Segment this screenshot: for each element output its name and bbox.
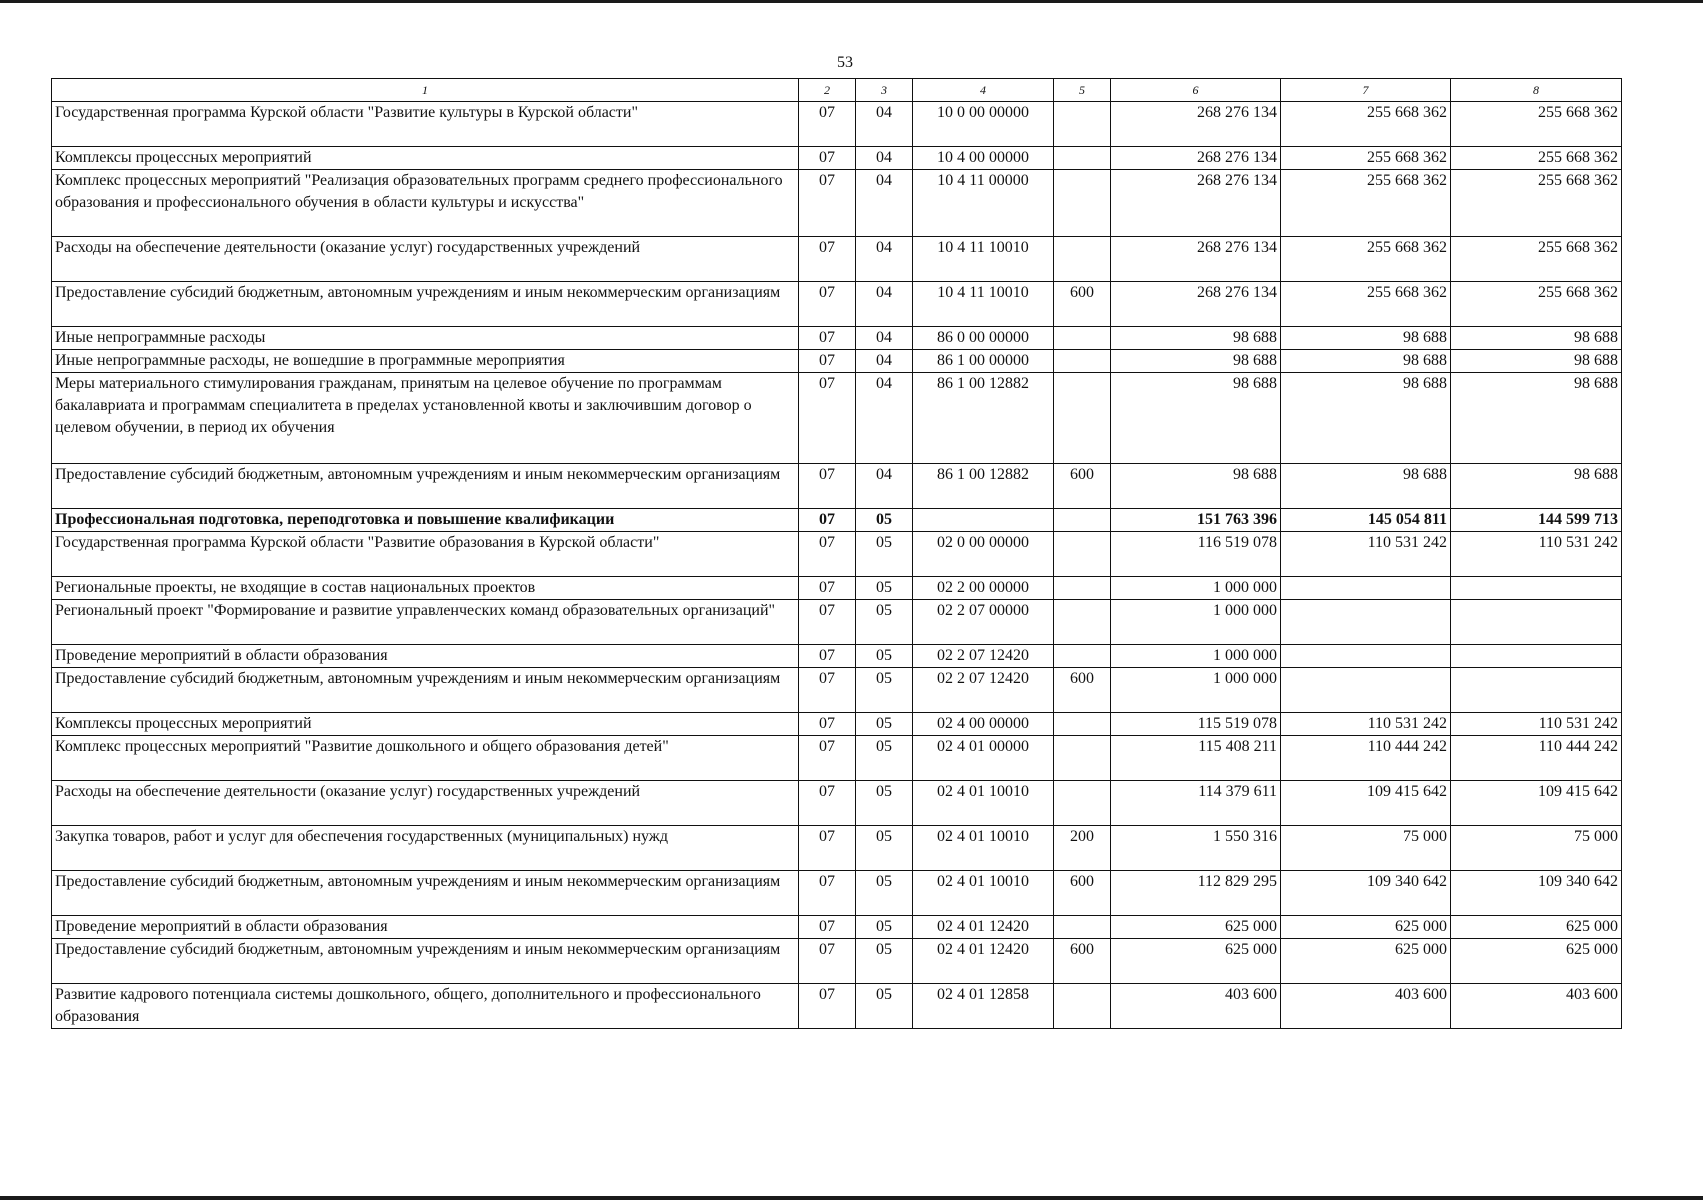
cell-amount-3 (1451, 600, 1622, 645)
cell-amount-2: 110 531 242 (1281, 713, 1451, 736)
cell-subsection: 05 (856, 532, 913, 577)
cell-section: 07 (799, 939, 856, 984)
cell-subsection: 05 (856, 984, 913, 1029)
cell-expense-type (1054, 350, 1111, 373)
cell-section: 07 (799, 871, 856, 916)
cell-amount-2: 98 688 (1281, 327, 1451, 350)
cell-section: 07 (799, 577, 856, 600)
cell-subsection: 04 (856, 170, 913, 237)
cell-expense-type: 200 (1054, 826, 1111, 871)
cell-expense-type (1054, 984, 1111, 1029)
column-header-target-code: 4 (913, 79, 1054, 102)
cell-amount-3: 255 668 362 (1451, 147, 1622, 170)
cell-subsection: 05 (856, 736, 913, 781)
cell-amount-1: 625 000 (1111, 939, 1281, 984)
cell-amount-2: 110 531 242 (1281, 532, 1451, 577)
cell-subsection: 05 (856, 645, 913, 668)
cell-amount-3: 625 000 (1451, 916, 1622, 939)
cell-expense-type: 600 (1054, 668, 1111, 713)
cell-amount-3: 255 668 362 (1451, 102, 1622, 147)
cell-amount-2: 109 340 642 (1281, 871, 1451, 916)
cell-section: 07 (799, 713, 856, 736)
table-row (52, 170, 1622, 237)
cell-amount-2: 109 415 642 (1281, 781, 1451, 826)
cell-subsection: 04 (856, 350, 913, 373)
cell-expense-type (1054, 509, 1111, 532)
table-row (52, 577, 1622, 600)
cell-amount-3: 403 600 (1451, 984, 1622, 1029)
table-row (52, 532, 1622, 577)
column-header-amount-3: 8 (1451, 79, 1622, 102)
cell-target-code: 10 0 00 00000 (913, 102, 1054, 147)
cell-target-code: 02 4 01 00000 (913, 736, 1054, 781)
cell-amount-1: 403 600 (1111, 984, 1281, 1029)
cell-amount-1: 116 519 078 (1111, 532, 1281, 577)
cell-amount-1: 1 000 000 (1111, 668, 1281, 713)
table-row (52, 464, 1622, 509)
cell-target-code: 10 4 11 10010 (913, 237, 1054, 282)
cell-subsection: 05 (856, 871, 913, 916)
cell-amount-3 (1451, 577, 1622, 600)
cell-subsection: 04 (856, 102, 913, 147)
cell-target-code: 10 4 00 00000 (913, 147, 1054, 170)
cell-target-code: 86 0 00 00000 (913, 327, 1054, 350)
table-row (52, 600, 1622, 645)
cell-section: 07 (799, 509, 856, 532)
cell-amount-2: 255 668 362 (1281, 170, 1451, 237)
table-row (52, 147, 1622, 170)
cell-amount-2: 98 688 (1281, 464, 1451, 509)
cell-amount-1: 98 688 (1111, 350, 1281, 373)
cell-section: 07 (799, 350, 856, 373)
cell-expense-type (1054, 147, 1111, 170)
cell-expense-type: 600 (1054, 939, 1111, 984)
cell-amount-2: 110 444 242 (1281, 736, 1451, 781)
cell-target-code: 02 4 01 10010 (913, 871, 1054, 916)
cell-target-code: 86 1 00 12882 (913, 373, 1054, 464)
cell-section: 07 (799, 736, 856, 781)
cell-expense-type (1054, 532, 1111, 577)
cell-amount-2: 145 054 811 (1281, 509, 1451, 532)
cell-name: Предоставление субсидий бюджетным, автономным учреждениям и иным некоммерческим организациям (52, 871, 799, 916)
cell-amount-1: 268 276 134 (1111, 282, 1281, 327)
cell-amount-2 (1281, 668, 1451, 713)
table-row (52, 713, 1622, 736)
cell-name: Закупка товаров, работ и услуг для обеспечения государственных (муниципальных) нужд (52, 826, 799, 871)
cell-subsection: 04 (856, 147, 913, 170)
cell-section: 07 (799, 600, 856, 645)
cell-amount-3: 98 688 (1451, 464, 1622, 509)
cell-name: Профессиональная подготовка, переподготовка и повышение квалификации (52, 509, 799, 532)
budget-table (51, 78, 1622, 1029)
cell-target-code: 10 4 11 10010 (913, 282, 1054, 327)
cell-amount-2: 255 668 362 (1281, 102, 1451, 147)
cell-target-code: 02 4 01 10010 (913, 826, 1054, 871)
column-header-section: 2 (799, 79, 856, 102)
cell-name: Предоставление субсидий бюджетным, автономным учреждениям и иным некоммерческим организациям (52, 668, 799, 713)
cell-section: 07 (799, 668, 856, 713)
cell-target-code: 02 2 07 00000 (913, 600, 1054, 645)
cell-section: 07 (799, 147, 856, 170)
cell-subsection: 04 (856, 373, 913, 464)
table-row (52, 826, 1622, 871)
cell-amount-3: 75 000 (1451, 826, 1622, 871)
cell-name: Государственная программа Курской области "Развитие образования в Курской области" (52, 532, 799, 577)
cell-amount-3: 144 599 713 (1451, 509, 1622, 532)
cell-name: Государственная программа Курской области "Развитие культуры в Курской области" (52, 102, 799, 147)
cell-amount-3: 109 415 642 (1451, 781, 1622, 826)
cell-expense-type (1054, 577, 1111, 600)
cell-section: 07 (799, 916, 856, 939)
table-row (52, 781, 1622, 826)
cell-subsection: 04 (856, 282, 913, 327)
cell-amount-2: 625 000 (1281, 916, 1451, 939)
cell-amount-1: 98 688 (1111, 327, 1281, 350)
cell-expense-type (1054, 600, 1111, 645)
table-row (52, 509, 1622, 532)
cell-section: 07 (799, 826, 856, 871)
cell-expense-type (1054, 170, 1111, 237)
cell-target-code: 02 2 07 12420 (913, 668, 1054, 713)
cell-amount-3: 109 340 642 (1451, 871, 1622, 916)
cell-expense-type (1054, 102, 1111, 147)
cell-target-code: 02 2 00 00000 (913, 577, 1054, 600)
cell-section: 07 (799, 327, 856, 350)
scan-top-edge (0, 0, 1703, 3)
cell-amount-3 (1451, 668, 1622, 713)
cell-target-code: 02 2 07 12420 (913, 645, 1054, 668)
cell-name: Региональный проект "Формирование и развитие управленческих команд образовательных организаций" (52, 600, 799, 645)
cell-name: Меры материального стимулирования гражданам, принятым на целевое обучение по программам бакалавриата и программам специалитета в пределах установленной квоты и заключившим договор о целевом обучении, в период их обучения (52, 373, 799, 464)
cell-amount-1: 98 688 (1111, 464, 1281, 509)
cell-amount-1: 1 550 316 (1111, 826, 1281, 871)
cell-amount-2 (1281, 600, 1451, 645)
cell-name: Предоставление субсидий бюджетным, автономным учреждениям и иным некоммерческим организациям (52, 464, 799, 509)
cell-amount-2: 255 668 362 (1281, 237, 1451, 282)
cell-expense-type (1054, 916, 1111, 939)
cell-subsection: 04 (856, 327, 913, 350)
cell-target-code: 02 4 00 00000 (913, 713, 1054, 736)
cell-amount-3: 110 531 242 (1451, 532, 1622, 577)
cell-amount-2: 255 668 362 (1281, 147, 1451, 170)
table-row (52, 645, 1622, 668)
cell-section: 07 (799, 464, 856, 509)
cell-section: 07 (799, 237, 856, 282)
cell-amount-1: 625 000 (1111, 916, 1281, 939)
cell-expense-type (1054, 781, 1111, 826)
cell-target-code: 02 4 01 12420 (913, 916, 1054, 939)
cell-subsection: 05 (856, 713, 913, 736)
table-row (52, 373, 1622, 464)
cell-amount-3: 98 688 (1451, 350, 1622, 373)
cell-subsection: 05 (856, 826, 913, 871)
cell-name: Предоставление субсидий бюджетным, автономным учреждениям и иным некоммерческим организациям (52, 939, 799, 984)
cell-name: Иные непрограммные расходы, не вошедшие в программные мероприятия (52, 350, 799, 373)
cell-expense-type: 600 (1054, 464, 1111, 509)
cell-subsection: 05 (856, 577, 913, 600)
cell-section: 07 (799, 102, 856, 147)
scan-bottom-edge (0, 1196, 1703, 1200)
cell-section: 07 (799, 373, 856, 464)
cell-amount-2: 403 600 (1281, 984, 1451, 1029)
cell-subsection: 05 (856, 781, 913, 826)
cell-section: 07 (799, 170, 856, 237)
cell-name: Расходы на обеспечение деятельности (оказание услуг) государственных учреждений (52, 781, 799, 826)
table-row (52, 871, 1622, 916)
cell-name: Комплекс процессных мероприятий "Развитие дошкольного и общего образования детей" (52, 736, 799, 781)
cell-section: 07 (799, 781, 856, 826)
cell-amount-1: 115 519 078 (1111, 713, 1281, 736)
cell-subsection: 04 (856, 464, 913, 509)
cell-amount-1: 268 276 134 (1111, 102, 1281, 147)
cell-amount-2: 255 668 362 (1281, 282, 1451, 327)
cell-amount-1: 112 829 295 (1111, 871, 1281, 916)
cell-target-code: 02 4 01 12858 (913, 984, 1054, 1029)
cell-amount-2: 625 000 (1281, 939, 1451, 984)
cell-expense-type (1054, 736, 1111, 781)
cell-name: Иные непрограммные расходы (52, 327, 799, 350)
table-row (52, 916, 1622, 939)
cell-amount-3: 625 000 (1451, 939, 1622, 984)
cell-subsection: 05 (856, 916, 913, 939)
cell-amount-3: 98 688 (1451, 373, 1622, 464)
cell-name: Проведение мероприятий в области образования (52, 645, 799, 668)
cell-amount-3: 255 668 362 (1451, 237, 1622, 282)
column-header-name: 1 (52, 79, 799, 102)
column-header-amount-2: 7 (1281, 79, 1451, 102)
cell-target-code: 02 0 00 00000 (913, 532, 1054, 577)
cell-amount-1: 1 000 000 (1111, 577, 1281, 600)
cell-name: Комплексы процессных мероприятий (52, 713, 799, 736)
cell-name: Развитие кадрового потенциала системы дошкольного, общего, дополнительного и профессионального образования (52, 984, 799, 1029)
cell-amount-3: 110 444 242 (1451, 736, 1622, 781)
cell-amount-2: 98 688 (1281, 373, 1451, 464)
cell-amount-3: 110 531 242 (1451, 713, 1622, 736)
cell-amount-3: 255 668 362 (1451, 282, 1622, 327)
cell-amount-3: 255 668 362 (1451, 170, 1622, 237)
cell-subsection: 04 (856, 237, 913, 282)
page-number: 53 (837, 54, 853, 71)
cell-amount-2: 98 688 (1281, 350, 1451, 373)
table-row (52, 282, 1622, 327)
cell-amount-1: 268 276 134 (1111, 147, 1281, 170)
column-header-expense-type: 5 (1054, 79, 1111, 102)
table-header-row (52, 79, 1622, 102)
cell-target-code: 10 4 11 00000 (913, 170, 1054, 237)
column-header-amount-1: 6 (1111, 79, 1281, 102)
table-row (52, 237, 1622, 282)
cell-name: Расходы на обеспечение деятельности (оказание услуг) государственных учреждений (52, 237, 799, 282)
cell-subsection: 05 (856, 600, 913, 645)
cell-target-code: 02 4 01 12420 (913, 939, 1054, 984)
cell-name: Проведение мероприятий в области образования (52, 916, 799, 939)
cell-amount-2 (1281, 645, 1451, 668)
cell-subsection: 05 (856, 939, 913, 984)
cell-section: 07 (799, 532, 856, 577)
table-body (52, 102, 1622, 1029)
cell-name: Предоставление субсидий бюджетным, автономным учреждениям и иным некоммерческим организациям (52, 282, 799, 327)
cell-target-code (913, 509, 1054, 532)
cell-expense-type (1054, 645, 1111, 668)
cell-expense-type (1054, 237, 1111, 282)
cell-section: 07 (799, 984, 856, 1029)
cell-amount-2 (1281, 577, 1451, 600)
cell-amount-1: 115 408 211 (1111, 736, 1281, 781)
cell-amount-1: 98 688 (1111, 373, 1281, 464)
cell-expense-type: 600 (1054, 871, 1111, 916)
cell-amount-2: 75 000 (1281, 826, 1451, 871)
cell-amount-1: 268 276 134 (1111, 170, 1281, 237)
cell-amount-1: 268 276 134 (1111, 237, 1281, 282)
cell-section: 07 (799, 282, 856, 327)
table-row (52, 327, 1622, 350)
table-row (52, 350, 1622, 373)
cell-subsection: 05 (856, 509, 913, 532)
column-header-subsection: 3 (856, 79, 913, 102)
cell-amount-3 (1451, 645, 1622, 668)
table-row (52, 668, 1622, 713)
table-row (52, 939, 1622, 984)
cell-amount-1: 1 000 000 (1111, 600, 1281, 645)
cell-name: Комплексы процессных мероприятий (52, 147, 799, 170)
cell-amount-1: 114 379 611 (1111, 781, 1281, 826)
cell-section: 07 (799, 645, 856, 668)
cell-expense-type (1054, 327, 1111, 350)
cell-name: Комплекс процессных мероприятий "Реализация образовательных программ среднего профессионального образования и профессионального обучения в области культуры и искусства" (52, 170, 799, 237)
cell-target-code: 86 1 00 12882 (913, 464, 1054, 509)
cell-amount-1: 151 763 396 (1111, 509, 1281, 532)
cell-expense-type (1054, 373, 1111, 464)
cell-name: Региональные проекты, не входящие в состав национальных проектов (52, 577, 799, 600)
cell-target-code: 02 4 01 10010 (913, 781, 1054, 826)
cell-expense-type (1054, 713, 1111, 736)
cell-expense-type: 600 (1054, 282, 1111, 327)
cell-amount-3: 98 688 (1451, 327, 1622, 350)
cell-amount-1: 1 000 000 (1111, 645, 1281, 668)
table-row (52, 984, 1622, 1029)
cell-subsection: 05 (856, 668, 913, 713)
table-row (52, 102, 1622, 147)
cell-target-code: 86 1 00 00000 (913, 350, 1054, 373)
table-row (52, 736, 1622, 781)
